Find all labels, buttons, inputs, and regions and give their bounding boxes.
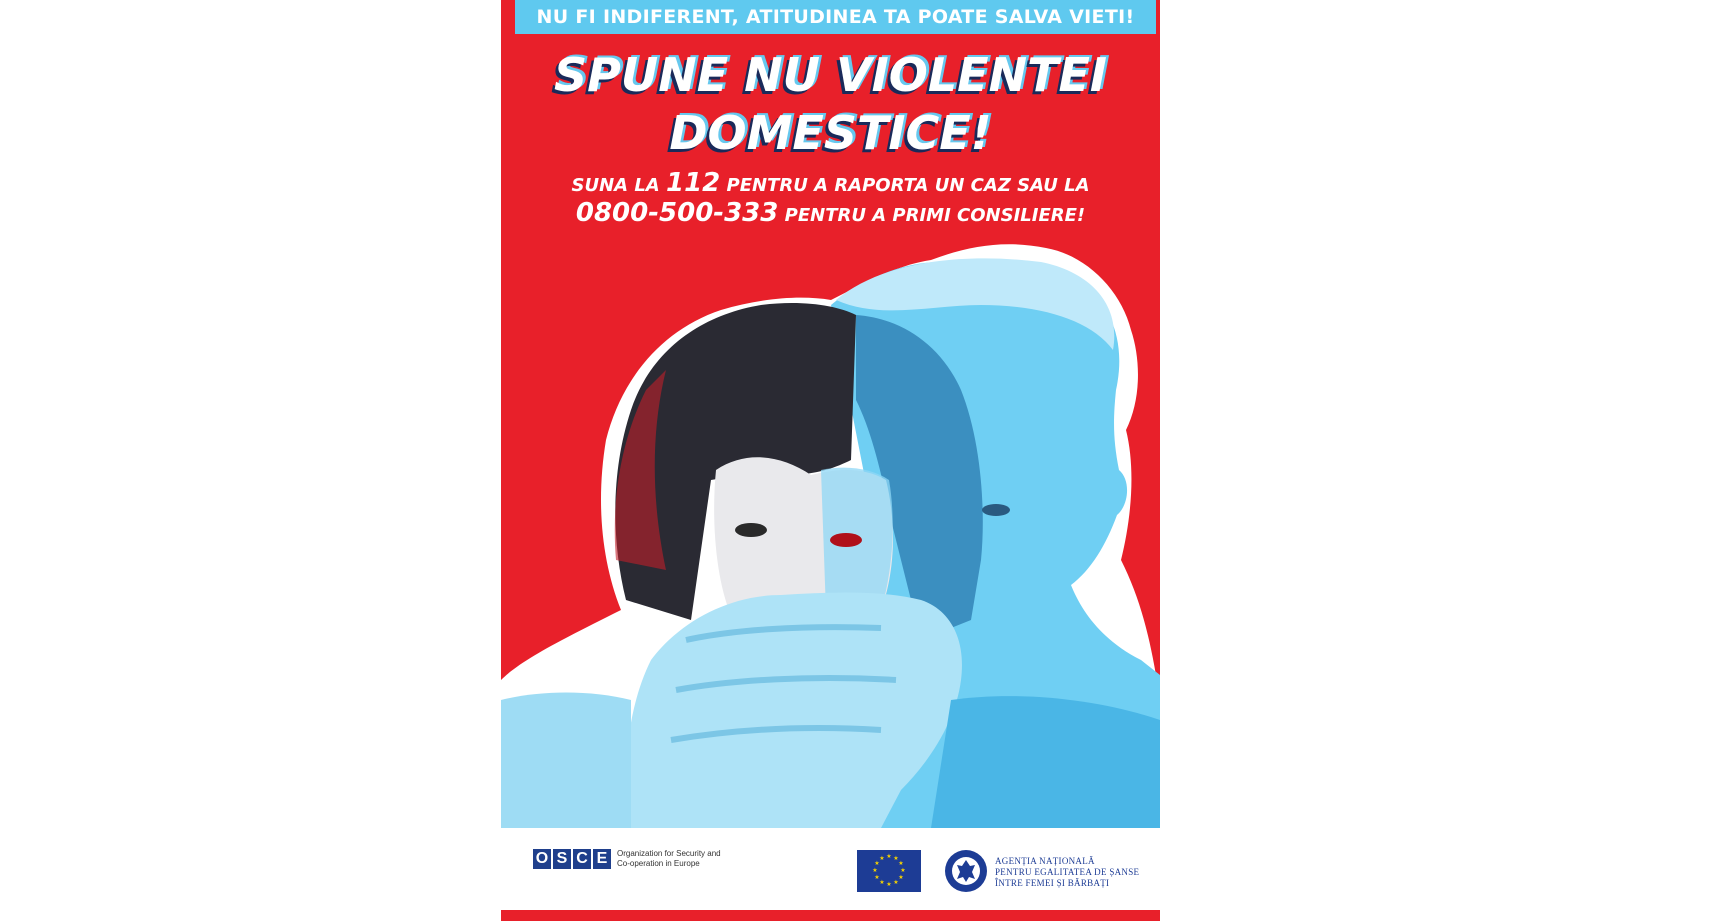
bottom-red-bar (501, 910, 1160, 921)
subline-counseling (501, 198, 1160, 228)
emergency-number: 112 (666, 168, 721, 198)
partner-logos (501, 828, 1160, 910)
man-shoulder (931, 696, 1160, 828)
svg-text:★: ★ (898, 860, 904, 867)
subline-2-suffix: PENTRU A PRIMI CONSILIERE! (778, 205, 1086, 226)
osce-letter: O (533, 849, 551, 869)
agency-name (995, 856, 1160, 889)
osce-letter: C (573, 849, 591, 869)
svg-text:★: ★ (898, 874, 904, 881)
romanian-government-emblem-icon (945, 850, 987, 892)
poster-red-background (501, 0, 1160, 828)
agency-line-3: ÎNTRE FEMEI ȘI BĂRBAȚI (995, 878, 1110, 888)
subline-1-prefix: SUNA LA (571, 175, 666, 196)
osce-letters (533, 849, 613, 869)
svg-text:★: ★ (886, 881, 892, 888)
headline-line-1: SPUNE NU VIOLENTEI (554, 48, 1107, 102)
svg-text:★: ★ (886, 853, 892, 860)
svg-text:★: ★ (893, 879, 899, 886)
subline-1-suffix: PENTRU A RAPORTA UN CAZ SAU LA (720, 175, 1090, 196)
osce-name: Organization for Security and Co-operation in Europe (617, 849, 721, 868)
svg-text:★: ★ (900, 867, 906, 874)
osce-logo (533, 849, 727, 869)
subline-emergency (501, 168, 1160, 198)
osce-letter: S (553, 849, 571, 869)
agency-line-2: PENTRU EGALITATEA DE ȘANSE (995, 867, 1140, 877)
man-eye (982, 504, 1010, 516)
svg-text:★: ★ (879, 855, 885, 862)
svg-text:★: ★ (874, 874, 880, 881)
counseling-number: 0800-500-333 (575, 198, 779, 228)
headline-line-2: DOMESTICE! (669, 106, 992, 160)
poster (501, 0, 1160, 921)
woman-left-eye (735, 523, 767, 537)
eu-flag-icon (857, 850, 921, 892)
svg-text:★: ★ (872, 867, 878, 874)
svg-text:★: ★ (879, 879, 885, 886)
agency-line-1: AGENȚIA NAȚIONALĂ (995, 856, 1095, 866)
woman-shoulder (501, 693, 631, 829)
osce-letter: E (593, 849, 611, 869)
top-banner: NU FI INDIFERENT, ATITUDINEA TA POATE SALVA VIETI! (515, 0, 1156, 34)
svg-text:★: ★ (874, 860, 880, 867)
woman-right-eye (830, 533, 862, 547)
svg-text:★: ★ (893, 855, 899, 862)
